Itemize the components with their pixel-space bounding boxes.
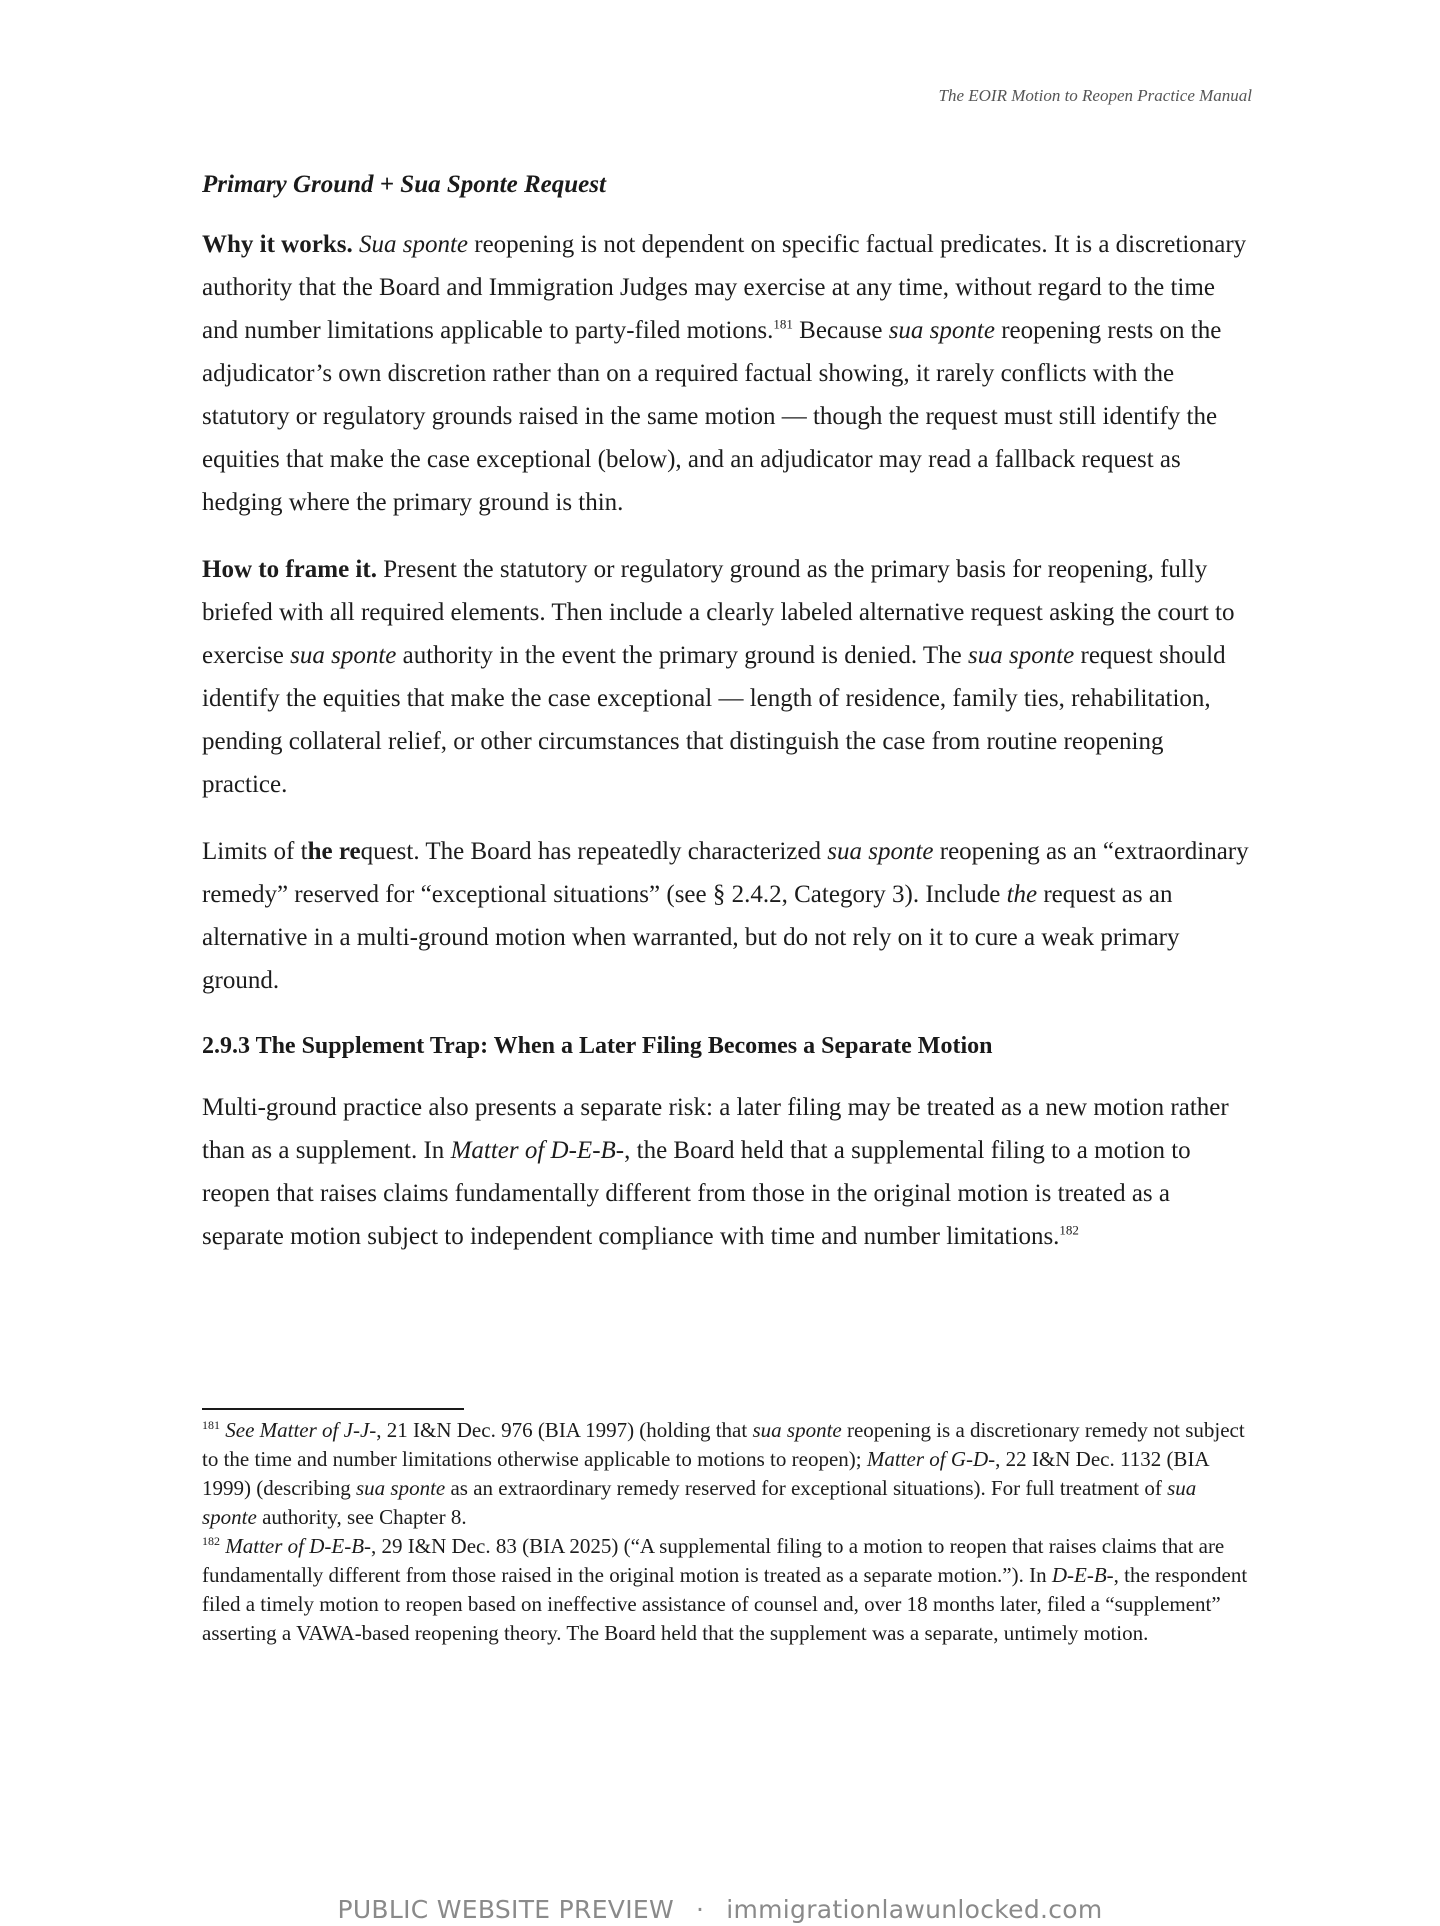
- text-run: Because: [792, 317, 889, 344]
- italic-run: Matter of D-E-B-: [450, 1137, 625, 1164]
- text-run: reopening is not dependent on specific factual predicates. It is a discretionary authority that the Board and Immigration Judges may exercise at any time, without regard to the time and number limitations applicable to party-filed motions.: [202, 231, 1247, 344]
- section-heading-2-9-3: 2.9.3 The Supplement Trap: When a Later Filing Becomes a Separate Motion: [202, 1033, 993, 1059]
- italic-run: sua sponte: [827, 838, 934, 865]
- italic-run: sua sponte: [752, 1418, 842, 1442]
- footnote-divider: [202, 1408, 464, 1410]
- footnotes: [202, 1416, 1252, 1648]
- bold-run: he re: [307, 838, 361, 865]
- footnote-ref-182[interactable]: 182: [1059, 1222, 1079, 1238]
- footnote-number: 181: [202, 1418, 220, 1432]
- text-run: request should identify the equities that make the case exceptional — length of residence, family ties, rehabilitation, pending collateral relief, or other circumstances that distinguish the case from routine reopening practice.: [202, 642, 1226, 798]
- text-run: quest. The Board has repeatedly characterized: [360, 838, 828, 865]
- paragraph-why-it-works: [202, 223, 1252, 524]
- text-run: , 21 I&N Dec. 976 (BIA 1997) (holding that: [376, 1418, 753, 1442]
- italic-run: the: [1006, 881, 1038, 908]
- lead-why-it-works: Why it works.: [202, 231, 353, 258]
- paragraph-how-to-frame: [202, 548, 1252, 806]
- footnote-181: [202, 1416, 1252, 1532]
- footnote-number: 182: [202, 1534, 220, 1548]
- italic-run: D-E-B-: [1051, 1563, 1114, 1587]
- italic-run: sua sponte: [290, 642, 397, 669]
- preview-watermark: [0, 1895, 1440, 1924]
- watermark-label: PUBLIC WEBSITE PREVIEW: [337, 1895, 674, 1924]
- text-run: , the Board held that a supplemental filing to a motion to reopen that raises claims fundamentally different from those in the original motion is treated as a separate motion subject to independent compliance with time and number limitations.: [202, 1137, 1191, 1250]
- italic-run: sua sponte: [355, 1476, 446, 1500]
- text-run: Present the statutory or regulatory ground as the primary basis for reopening, fully briefed with all required elements. Then include a clearly labeled alternative request asking the court to exercise: [202, 556, 1235, 669]
- italic-run: Matter of D-E-B-: [220, 1534, 372, 1558]
- text-run: , 22 I&N Dec. 1132 (BIA 1999) (describing: [202, 1447, 1209, 1500]
- watermark-site-link[interactable]: immigrationlawunlocked.com: [726, 1895, 1103, 1924]
- lead-how-to-frame: How to frame it.: [202, 556, 377, 583]
- text-run: reopening rests on the adjudicator’s own discretion rather than on a required factual showing, it rarely conflicts with the statutory or regulatory grounds raised in the same motion — though the request must still identify the equities that make the case exceptional (below), and an adjudicator may read a fallback request as hedging where the primary ground is thin.: [202, 317, 1222, 516]
- text-run: , 29 I&N Dec. 83 (BIA 2025) (“A supplemental filing to a motion to reopen that raises claims that are fundamentally different from those raised in the original motion is treated as a separate motion.”). In: [202, 1534, 1225, 1587]
- text-run: Limits of t: [202, 838, 308, 865]
- text-run: authority, see Chapter 8.: [256, 1505, 467, 1529]
- text-run: as an extraordinary remedy reserved for exceptional situations). For full treatment of: [445, 1476, 1168, 1500]
- italic-run: Sua sponte: [358, 231, 468, 258]
- text-run: authority in the event the primary ground is denied. The: [396, 642, 969, 669]
- text-run: reopening is a discretionary remedy not subject to the time and number limitations otherwise applicable to motions to reopen);: [202, 1418, 1245, 1471]
- paragraph-supplement-trap: [202, 1086, 1252, 1258]
- text-run: request as an alternative in a multi-ground motion when warranted, but do not rely on it to cure a weak primary ground.: [202, 881, 1180, 994]
- italic-run: sua sponte: [968, 642, 1075, 669]
- italic-run: Matter of G-D-: [866, 1447, 996, 1471]
- footnote-ref-181[interactable]: 181: [773, 316, 793, 332]
- text-run: , the respondent filed a timely motion to reopen based on ineffective assistance of counsel and, over 18 months later, filed a “supplement” asserting a VAWA-based reopening theory. The Board held that the supplement was a separate, untimely motion.: [202, 1563, 1248, 1645]
- footnote-182: [202, 1532, 1252, 1648]
- watermark-separator: ·: [695, 1895, 705, 1924]
- italic-run: See Matter of J-J-: [220, 1418, 377, 1442]
- running-header: The EOIR Motion to Reopen Practice Manual: [938, 86, 1252, 105]
- subheading: Primary Ground + Sua Sponte Request: [202, 171, 606, 198]
- main-content: [202, 165, 1252, 1282]
- italic-run: sua sponte: [202, 1476, 1197, 1529]
- text-run: reopening as an “extraordinary remedy” reserved for “exceptional situations” (see § 2.4.2, Category 3). Include: [202, 838, 1249, 908]
- paragraph-limits: [202, 830, 1252, 1002]
- italic-run: sua sponte: [888, 317, 995, 344]
- text-run: Multi-ground practice also presents a separate risk: a later filing may be treated as a new motion rather than as a supplement. In: [202, 1094, 1229, 1164]
